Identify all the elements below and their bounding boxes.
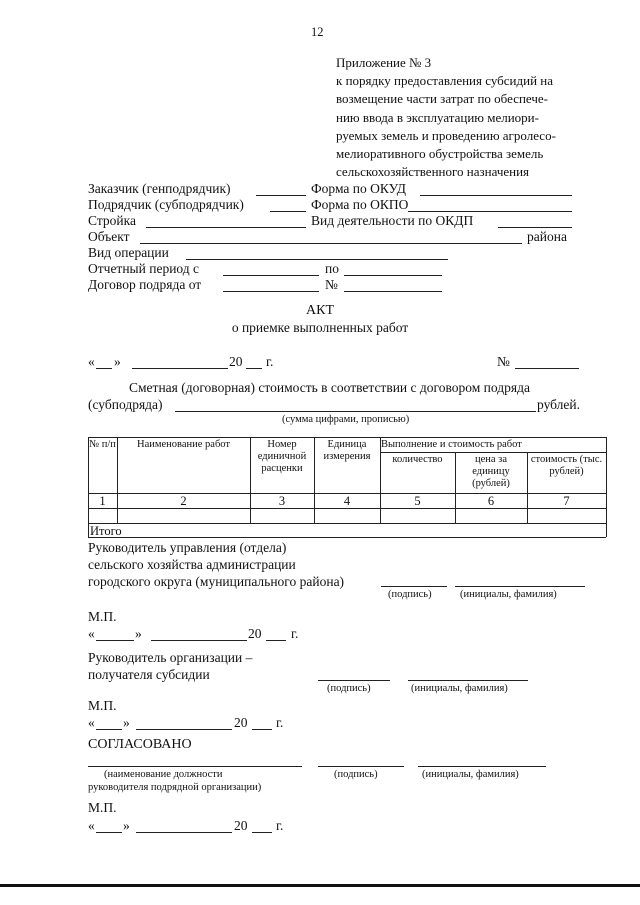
th-rate: Номер единичной расценки	[257, 439, 307, 474]
act-date-close: »	[114, 354, 121, 369]
act-year-blank[interactable]	[246, 368, 262, 369]
approved-date-open: «	[88, 818, 95, 833]
sign2-initials-blank[interactable]	[408, 680, 528, 681]
act-date-open: «	[88, 354, 95, 369]
cost-prefix: (субподряда)	[88, 397, 163, 412]
approved-year: 20	[234, 818, 248, 833]
approved-signature-blank[interactable]	[318, 766, 404, 767]
total-label: Итого	[90, 524, 122, 538]
th-name: Наименование работ	[137, 439, 230, 450]
sign2-date-close: »	[123, 715, 130, 730]
th-num: № п/п	[89, 439, 116, 450]
customer-label: Заказчик (генподрядчик)	[88, 181, 231, 196]
works-table	[88, 437, 606, 537]
col-number: 1	[99, 494, 106, 508]
contract-no-blank[interactable]	[344, 291, 442, 292]
operation-label: Вид операции	[88, 245, 169, 260]
sign1-signature-hint: (подпись)	[388, 589, 432, 600]
approved-position-hint: (наименование должности	[104, 769, 223, 780]
col-number: 7	[563, 494, 570, 508]
approved-title: СОГЛАСОВАНО	[88, 737, 192, 752]
okud-blank[interactable]	[420, 195, 572, 196]
th-group: Выполнение и стоимость работ	[381, 439, 522, 450]
contract-no-label: №	[325, 277, 338, 292]
act-number-label: №	[497, 354, 510, 369]
th-qty: количество	[392, 454, 443, 465]
sign2-line: Руководитель организации –	[88, 650, 253, 665]
appendix-line: к порядку предоставления субсидий на	[336, 73, 554, 89]
approved-date-close: »	[123, 818, 130, 833]
approved-year-blank[interactable]	[252, 832, 272, 833]
contractor-label: Подрядчик (субподрядчик)	[88, 197, 244, 212]
sign2-signature-hint: (подпись)	[327, 683, 371, 694]
sign1-day-blank[interactable]	[96, 640, 134, 641]
sign1-year: 20	[248, 626, 262, 641]
appendix-line: руемых земель и проведению агролесо-	[336, 127, 556, 143]
appendix-title: Приложение № 3	[336, 55, 432, 70]
customer-blank[interactable]	[256, 195, 306, 196]
sign2-day-blank[interactable]	[96, 729, 122, 730]
construction-blank[interactable]	[146, 227, 306, 228]
sign1-year-suffix: г.	[291, 626, 299, 641]
okud-label: Форма по ОКУД	[311, 181, 407, 196]
act-year-suffix: г.	[266, 354, 274, 369]
cost-hint: (сумма цифрами, прописью)	[282, 414, 410, 425]
construction-label: Стройка	[88, 213, 136, 228]
sign2-signature-blank[interactable]	[318, 680, 390, 681]
sign2-year-blank[interactable]	[252, 729, 272, 730]
sign1-block	[88, 539, 344, 590]
page-bottom-rule	[0, 884, 640, 887]
col-number: 4	[343, 494, 351, 508]
act-day-blank[interactable]	[96, 368, 112, 369]
th-cost: стоимость (тыс. рублей)	[530, 454, 603, 477]
contractor-blank[interactable]	[270, 211, 306, 212]
sign1-line: Руководитель управления (отдела)	[88, 540, 287, 555]
appendix-line: возмещение части затрат по обеспече-	[336, 91, 549, 107]
cost-suffix: рублей.	[537, 397, 581, 412]
col-number: 5	[414, 494, 421, 508]
period-label: Отчетный период с	[88, 261, 200, 276]
okdp-blank[interactable]	[498, 227, 572, 228]
act-year-prefix: 20	[229, 354, 243, 369]
sign1-month-blank[interactable]	[151, 640, 247, 641]
th-price: цена за единицу (рублей)	[472, 454, 510, 489]
approved-initials-blank[interactable]	[418, 766, 546, 767]
district-label: района	[527, 229, 567, 244]
th-unit: Единица измерения	[323, 439, 371, 462]
sign2-stamp: М.П.	[88, 698, 117, 713]
sign1-date-open: «	[88, 626, 95, 641]
col-number: 6	[487, 494, 495, 508]
sign2-month-blank[interactable]	[136, 729, 232, 730]
sign1-initials-hint: (инициалы, фамилия)	[460, 589, 557, 600]
sign1-initials-blank[interactable]	[455, 586, 585, 587]
object-label: Объект	[88, 229, 130, 244]
cost-blank[interactable]	[175, 411, 536, 412]
approved-day-blank[interactable]	[96, 832, 122, 833]
period-to-label: по	[325, 261, 339, 276]
sign1-signature-blank[interactable]	[381, 586, 447, 587]
act-subtitle: о приемке выполненных работ	[231, 320, 409, 335]
sign1-year-blank[interactable]	[266, 640, 286, 641]
period-from-blank[interactable]	[223, 275, 319, 276]
period-to-blank[interactable]	[344, 275, 442, 276]
object-blank[interactable]	[140, 243, 522, 244]
contract-date-blank[interactable]	[223, 291, 319, 292]
appendix-note	[336, 54, 556, 181]
approved-position-hint-2: руководителя подрядной организации)	[88, 782, 262, 793]
approved-position-blank[interactable]	[88, 766, 302, 767]
okpo-label: Форма по ОКПО	[311, 197, 409, 212]
approved-stamp: М.П.	[88, 800, 117, 815]
col-number: 2	[180, 494, 187, 508]
col-number: 3	[278, 494, 286, 508]
sign2-year-suffix: г.	[276, 715, 284, 730]
sign1-line: сельского хозяйства администрации	[88, 557, 296, 572]
okpo-blank[interactable]	[408, 211, 572, 212]
contract-label: Договор подряда от	[88, 277, 202, 292]
appendix-line: сельскохозяйственного назначения	[336, 164, 530, 180]
approved-month-blank[interactable]	[136, 832, 232, 833]
sign2-date-open: «	[88, 715, 95, 730]
sign1-date-close: »	[135, 626, 142, 641]
approved-year-suffix: г.	[276, 818, 284, 833]
act-number-blank[interactable]	[515, 368, 579, 369]
sign2-block	[88, 649, 252, 683]
act-title: АКТ	[306, 303, 334, 318]
okdp-label: Вид деятельности по ОКДП	[311, 213, 474, 228]
approved-initials-hint: (инициалы, фамилия)	[422, 769, 519, 780]
appendix-line: мелиоративного обустройства земель	[336, 146, 544, 162]
page-number: 12	[311, 25, 324, 39]
sign2-line: получателя субсидии	[88, 667, 210, 682]
act-month-blank[interactable]	[132, 368, 228, 369]
sign1-stamp: М.П.	[88, 609, 117, 624]
appendix-line: нию ввода в эксплуатацию мелиори-	[336, 109, 539, 125]
sign2-initials-hint: (инициалы, фамилия)	[411, 683, 508, 694]
sign1-line: городского округа (муниципального района)	[88, 574, 345, 589]
approved-signature-hint: (подпись)	[334, 769, 378, 780]
sign2-year: 20	[234, 715, 248, 730]
operation-blank[interactable]	[186, 259, 448, 260]
cost-line1: Сметная (договорная) стоимость в соответствии с договором подряда	[129, 380, 530, 395]
